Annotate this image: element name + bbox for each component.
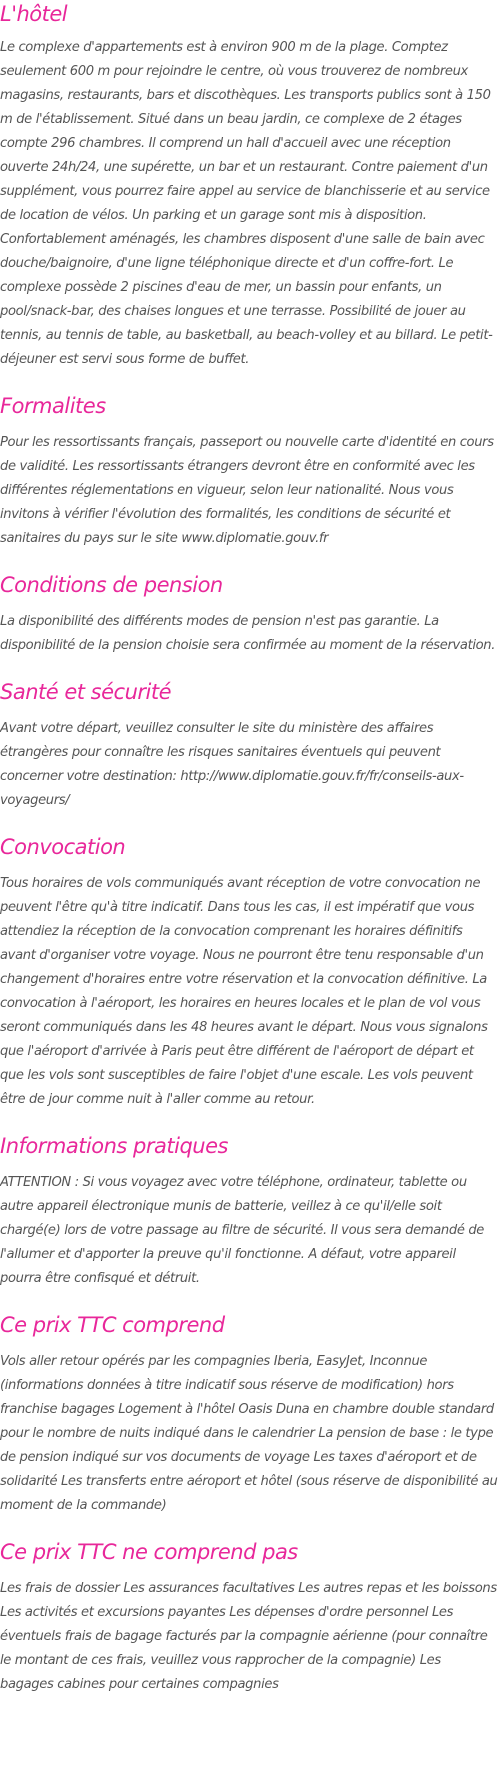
section-body: Tous horaires de vols communiqués avant réception de votre convocation ne peuvent l'être qu'à titre indicatif. Dans tous les cas, il est impératif que vous attendiez la réception de la convocation comprenant les horaires définitifs avant d'organiser votre voyage. Nous ne pourront être tenu responsable d'un changement d'horaires entre votre réservation et la convocation définitive. La convocation à l'aéroport, les horaires en heures locales et le plan de vol vous seront communiqués dans les 48 heures avant le départ. Nous vous signalons que l'aéroport d'arrivée à Paris peut être différent de l'aéroport de départ et que les vols sont susceptibles de faire l'objet d'une escale. Les vols peuvent être de jour comme nuit à l'aller comme au retour. [0,876,488,1107]
section-title: Convocation [0,835,126,859]
section-title: Formalites [0,394,106,418]
section-title: Ce prix TTC ne comprend pas [0,1540,298,1564]
section-body: Pour les ressortissants français, passeport ou nouvelle carte d'identité en cours de validité. Les ressortissants étrangers devront être en conformité avec les différentes réglementations en vigueur, selon leur nationalité. Nous vous invitons à vérifier l'évolution des formalités, les conditions de sécurité et sanitaires du pays sur le site www.diplomatie.gouv.fr [0,435,494,546]
section-body: ATTENTION : Si vous voyagez avec votre téléphone, ordinateur, tablette ou autre appareil électronique munis de batterie, veillez à ce qu'il/elle soit chargé(e) lors de votre passage au filtre de sécurité. Il vous sera demandé de l'allumer et d'apporter la preuve qu'il fonctionne. A défaut, votre appareil pourra être confisqué et détruit. [0,1175,485,1286]
section-body: Le complexe d'appartements est à environ 900 m de la plage. Comptez seulement 600 m pour rejoindre le centre, où vous trouverez de nombreux magasins, restaurants, bars et discothèques. Les transports publics sont à 150 m de l'établissement. Situé dans un beau jardin, ce complexe de 2 étages compte 296 chambres. Il comprend un hall d'accueil avec une réception ouverte 24h/24, une supérette, un bar et un restaurant. Contre paiement d'un supplément, vous pourrez faire appel au service de blanchisserie et au service de location de vélos. Un parking et un garage sont mis à disposition. Confortablement aménagés, les chambres disposent d'une salle de bain avec douche/baignoire, d'une ligne téléphonique directe et d'un coffre-fort. Le complexe possède 2 piscines d'eau de mer, un bassin pour enfants, un pool/snack-bar, des chaises longues et une terrasse. Possibilité de jouer au tennis, au tennis de table, au basketball, au beach-volley et au billard. Le petit-déjeuner est servi sous forme de buffet. [0,40,493,367]
section-body: Avant votre départ, veuillez consulter le site du ministère des affaires étrangères pour connaître les risques sanitaires éventuels qui peuvent concerner votre destination: http://www.diplomatie.gouv.fr/fr/conseils-aux-voyageurs/ [0,721,464,808]
section-prix-comprend [0,1311,498,1518]
section-hotel [0,0,498,372]
section-title: Ce prix TTC comprend [0,1313,225,1337]
section-title: L'hôtel [0,2,68,26]
section-convocation [0,833,498,1112]
section-title: Informations pratiques [0,1134,228,1158]
section-informations-pratiques [0,1132,498,1291]
section-body: La disponibilité des différents modes de pension n'est pas garantie. La disponibilité de la pension choisie sera confirmée au moment de la réservation. [0,614,496,653]
section-sante-securite [0,678,498,813]
section-body: Vols aller retour opérés par les compagnies Iberia, EasyJet, Inconnue (informations données à titre indicatif sous réserve de modification) hors franchise bagages Logement à l'hôtel Oasis Duna en chambre double standard pour le nombre de nuits indiqué dans le calendrier La pension de base : le type de pension indiqué sur vos documents de voyage Les taxes d'aéroport et de solidarité Les transferts entre aéroport et hôtel (sous réserve de disponibilité au moment de la commande) [0,1354,498,1513]
section-prix-ne-comprend-pas [0,1538,498,1697]
section-conditions-pension [0,571,498,658]
section-formalites [0,392,498,551]
section-body: Les frais de dossier Les assurances facultatives Les autres repas et les boissons Les activités et excursions payantes Les dépenses d'ordre personnel Les éventuels frais de bagage facturés par la compagnie aérienne (pour connaître le montant de ces frais, veuillez vous rapprocher de la compagnie) Les bagages cabines pour certaines compagnies [0,1581,497,1692]
section-title: Santé et sécurité [0,680,172,704]
section-title: Conditions de pension [0,573,223,597]
